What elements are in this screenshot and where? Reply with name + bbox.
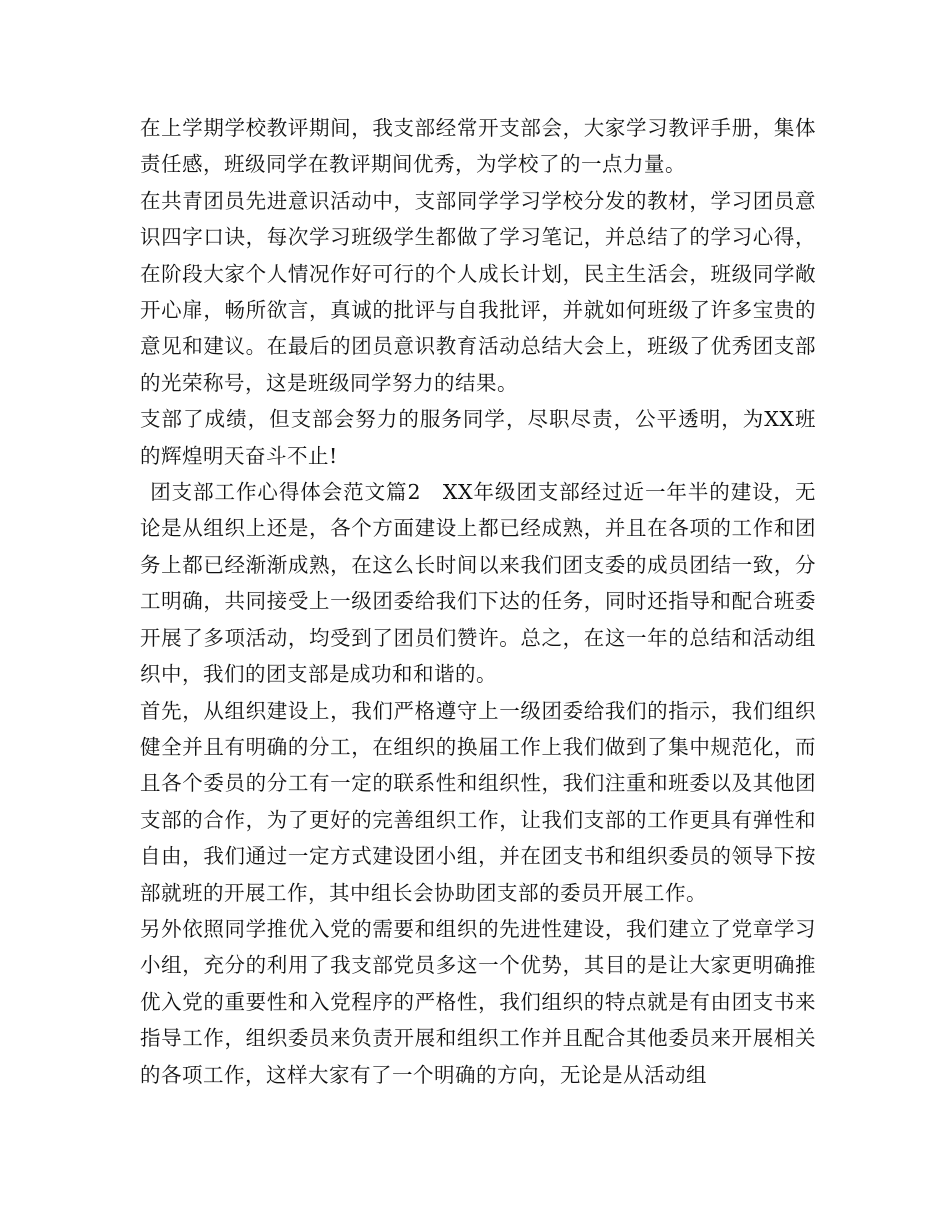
paragraph-4: 团支部工作心得体会范文篇2 XX年级团支部经过近一年半的建设，无论是从组织上还是，各个方面建设上都已经成熟，并且在各项的工作和团务上都已经渐渐成熟，在这么长时间以来我们团支委的成员团结一致，分工明确，共同接受上一级团委给我们下达的任务，同时还指导和配合班委开展了多项活动，均受到了团员们赞许。总之，在这一年的总结和活动组织中，我们的团支部是成功和和谐的。: [140, 480, 816, 687]
paragraph-2: 在共青团员先进意识活动中，支部同学学习学校分发的教材，学习团员意识四字口诀，每次学习班级学生都做了学习笔记，并总结了的学习心得，在阶段大家个人情况作好可行的个人成长计划，民主生活会，班级同学敞开心扉，畅所欲言，真诚的批评与自我批评，并就如何班级了许多宝贵的意见和建议。在最后的团员意识教育活动总结大会上，班级了优秀团支部的光荣称号，这是班级同学努力的结果。: [140, 188, 816, 395]
paragraph-1: 在上学期学校教评期间，我支部经常开支部会，大家学习教评手册，集体责任感，班级同学在教评期间优秀，为学校了的一点力量。: [140, 116, 816, 177]
paragraph-6: 另外依照同学推优入党的需要和组织的先进性建设，我们建立了党章学习小组，充分的利用了我支部党员多这一个优势，其目的是让大家更明确推优入党的重要性和入党程序的严格性，我们组织的特点就是有由团支书来指导工作，组织委员来负责开展和组织工作并且配合其他委员来开展相关的各项工作，这样大家有了一个明确的方向，无论是从活动组: [140, 916, 816, 1087]
paragraph-5: 首先，从组织建设上，我们严格遵守上一级团委给我们的指示，我们组织健全并且有明确的分工，在组织的换届工作上我们做到了集中规范化，而且各个委员的分工有一定的联系性和组织性，我们注重和班委以及其他团支部的合作，为了更好的完善组织工作，让我们支部的工作更具有弹性和自由，我们通过一定方式建设团小组，并在团支书和组织委员的领导下按部就班的开展工作，其中组长会协助团支部的委员开展工作。: [140, 698, 816, 905]
document-body: [140, 110, 816, 1093]
paragraph-3: 支部了成绩，但支部会努力的服务同学，尽职尽责，公平透明，为XX班的辉煌明天奋斗不止!: [140, 407, 816, 468]
